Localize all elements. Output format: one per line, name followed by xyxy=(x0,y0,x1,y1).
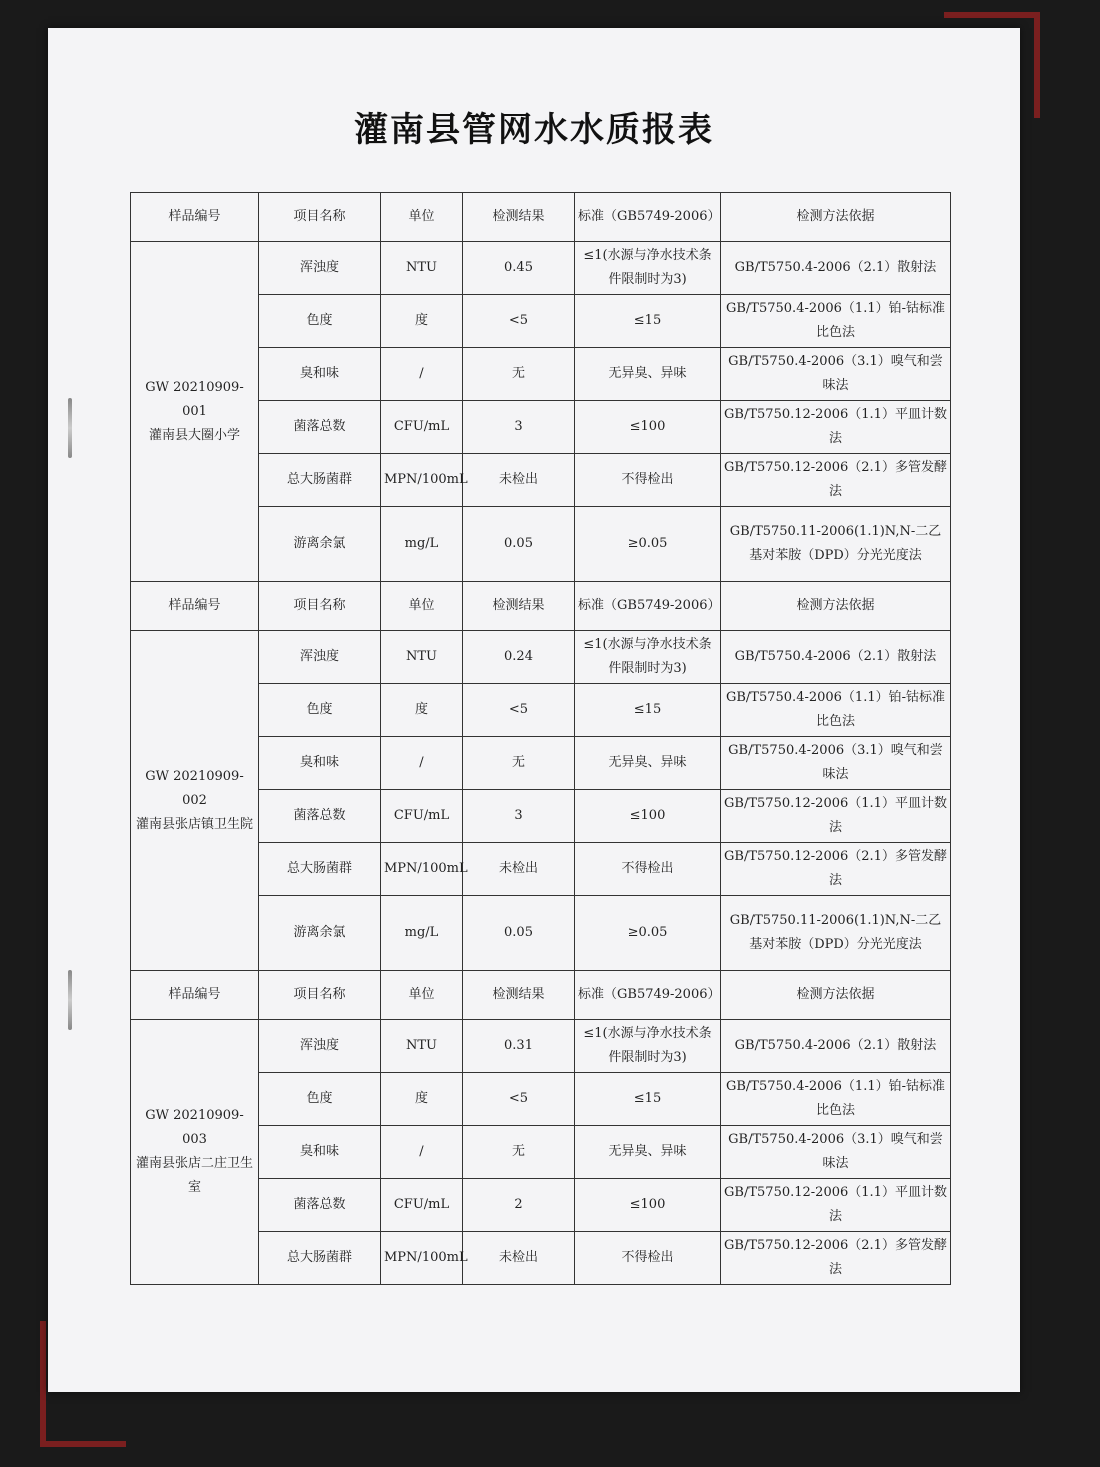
standard-cell: ≤15 xyxy=(575,684,721,737)
method-cell: GB/T5750.4-2006（3.1）嗅气和尝味法 xyxy=(721,737,951,790)
method-cell: GB/T5750.4-2006（1.1）铂-钴标准比色法 xyxy=(721,684,951,737)
unit-cell: mg/L xyxy=(381,507,463,582)
staple xyxy=(68,398,72,458)
table-row xyxy=(131,631,951,684)
method-cell: GB/T5750.12-2006（2.1）多管发酵法 xyxy=(721,454,951,507)
sample-id-cell xyxy=(131,242,259,582)
standard-cell: ≤1(水源与净水技术条件限制时为3) xyxy=(575,242,721,295)
method-cell: GB/T5750.12-2006（2.1）多管发酵法 xyxy=(721,1232,951,1285)
unit-cell: 度 xyxy=(381,295,463,348)
item-name-cell: 浑浊度 xyxy=(259,631,381,684)
method-cell: GB/T5750.4-2006（1.1）铂-钴标准比色法 xyxy=(721,295,951,348)
sample-id-cell xyxy=(131,631,259,971)
unit-cell: NTU xyxy=(381,631,463,684)
column-header: 标准（GB5749-2006） xyxy=(575,582,721,631)
method-cell: GB/T5750.4-2006（2.1）散射法 xyxy=(721,242,951,295)
standard-cell: 不得检出 xyxy=(575,1232,721,1285)
column-header: 样品编号 xyxy=(131,582,259,631)
item-name-cell: 色度 xyxy=(259,295,381,348)
standard-cell: ≤100 xyxy=(575,790,721,843)
unit-cell: MPN/100mL xyxy=(381,843,463,896)
standard-cell: ≥0.05 xyxy=(575,507,721,582)
item-name-cell: 色度 xyxy=(259,1073,381,1126)
unit-cell: MPN/100mL xyxy=(381,454,463,507)
column-header: 检测方法依据 xyxy=(721,582,951,631)
paper-sheet xyxy=(48,28,1020,1392)
item-name-cell: 总大肠菌群 xyxy=(259,843,381,896)
sample-id: GW 20210909-002 xyxy=(145,768,244,808)
item-name-cell: 浑浊度 xyxy=(259,1020,381,1073)
method-cell: GB/T5750.4-2006（2.1）散射法 xyxy=(721,1020,951,1073)
standard-cell: ≤100 xyxy=(575,1179,721,1232)
unit-cell: mg/L xyxy=(381,896,463,971)
standard-cell: 不得检出 xyxy=(575,843,721,896)
unit-cell: CFU/mL xyxy=(381,1179,463,1232)
item-name-cell: 总大肠菌群 xyxy=(259,1232,381,1285)
method-cell: GB/T5750.11-2006(1.1)N,N-二乙基对苯胺（DPD）分光光度法 xyxy=(721,896,951,971)
result-cell: <5 xyxy=(463,684,575,737)
column-header: 检测结果 xyxy=(463,193,575,242)
item-name-cell: 游离余氯 xyxy=(259,507,381,582)
column-header: 样品编号 xyxy=(131,971,259,1020)
unit-cell: 度 xyxy=(381,1073,463,1126)
sample-location: 灌南县大圈小学 xyxy=(148,427,240,443)
sample-location: 灌南县张店二庄卫生室 xyxy=(135,1156,253,1195)
standard-cell: 无异臭、异味 xyxy=(575,737,721,790)
unit-cell: NTU xyxy=(381,1020,463,1073)
standard-cell: 不得检出 xyxy=(575,454,721,507)
item-name-cell: 臭和味 xyxy=(259,1126,381,1179)
method-cell: GB/T5750.12-2006（2.1）多管发酵法 xyxy=(721,843,951,896)
result-cell: 0.05 xyxy=(463,896,575,971)
unit-cell: 度 xyxy=(381,684,463,737)
item-name-cell: 总大肠菌群 xyxy=(259,454,381,507)
result-cell: 无 xyxy=(463,348,575,401)
sample-id-cell xyxy=(131,1020,259,1285)
unit-cell: / xyxy=(381,348,463,401)
method-cell: GB/T5750.4-2006（2.1）散射法 xyxy=(721,631,951,684)
column-header: 单位 xyxy=(381,582,463,631)
unit-cell: / xyxy=(381,737,463,790)
method-cell: GB/T5750.12-2006（1.1）平皿计数法 xyxy=(721,790,951,843)
item-name-cell: 菌落总数 xyxy=(259,1179,381,1232)
method-cell: GB/T5750.4-2006（3.1）嗅气和尝味法 xyxy=(721,348,951,401)
standard-cell: ≤1(水源与净水技术条件限制时为3) xyxy=(575,1020,721,1073)
column-header: 样品编号 xyxy=(131,193,259,242)
table-header-row xyxy=(131,971,951,1020)
unit-cell: MPN/100mL xyxy=(381,1232,463,1285)
column-header: 标准（GB5749-2006） xyxy=(575,971,721,1020)
table-row xyxy=(131,242,951,295)
result-cell: 0.05 xyxy=(463,507,575,582)
column-header: 项目名称 xyxy=(259,971,381,1020)
result-cell: 3 xyxy=(463,790,575,843)
standard-cell: 无异臭、异味 xyxy=(575,1126,721,1179)
item-name-cell: 臭和味 xyxy=(259,348,381,401)
table-header-row xyxy=(131,193,951,242)
unit-cell: NTU xyxy=(381,242,463,295)
result-cell: 无 xyxy=(463,737,575,790)
sample-location: 灌南县张店镇卫生院 xyxy=(135,816,253,832)
column-header: 标准（GB5749-2006） xyxy=(575,193,721,242)
result-cell: 0.45 xyxy=(463,242,575,295)
staple xyxy=(68,970,72,1030)
sample-id: GW 20210909-001 xyxy=(145,379,244,419)
result-cell: <5 xyxy=(463,295,575,348)
standard-cell: ≤1(水源与净水技术条件限制时为3) xyxy=(575,631,721,684)
result-cell: 0.31 xyxy=(463,1020,575,1073)
method-cell: GB/T5750.12-2006（1.1）平皿计数法 xyxy=(721,401,951,454)
item-name-cell: 游离余氯 xyxy=(259,896,381,971)
item-name-cell: 臭和味 xyxy=(259,737,381,790)
table-row xyxy=(131,1020,951,1073)
water-quality-table xyxy=(130,192,951,1285)
result-cell: 0.24 xyxy=(463,631,575,684)
result-cell: 2 xyxy=(463,1179,575,1232)
column-header: 检测结果 xyxy=(463,971,575,1020)
standard-cell: 无异臭、异味 xyxy=(575,348,721,401)
item-name-cell: 菌落总数 xyxy=(259,790,381,843)
result-cell: 未检出 xyxy=(463,843,575,896)
method-cell: GB/T5750.12-2006（1.1）平皿计数法 xyxy=(721,1179,951,1232)
method-cell: GB/T5750.4-2006（1.1）铂-钴标准比色法 xyxy=(721,1073,951,1126)
result-cell: 无 xyxy=(463,1126,575,1179)
column-header: 单位 xyxy=(381,193,463,242)
column-header: 检测方法依据 xyxy=(721,971,951,1020)
column-header: 单位 xyxy=(381,971,463,1020)
item-name-cell: 浑浊度 xyxy=(259,242,381,295)
table-header-row xyxy=(131,582,951,631)
result-cell: 3 xyxy=(463,401,575,454)
result-cell: <5 xyxy=(463,1073,575,1126)
standard-cell: ≤15 xyxy=(575,1073,721,1126)
result-cell: 未检出 xyxy=(463,1232,575,1285)
standard-cell: ≥0.05 xyxy=(575,896,721,971)
item-name-cell: 色度 xyxy=(259,684,381,737)
standard-cell: ≤100 xyxy=(575,401,721,454)
column-header: 检测结果 xyxy=(463,582,575,631)
document-title: 灌南县管网水水质报表 xyxy=(354,110,714,150)
sample-id: GW 20210909-003 xyxy=(145,1108,244,1147)
column-header: 项目名称 xyxy=(259,582,381,631)
standard-cell: ≤15 xyxy=(575,295,721,348)
method-cell: GB/T5750.11-2006(1.1)N,N-二乙基对苯胺（DPD）分光光度法 xyxy=(721,507,951,582)
result-cell: 未检出 xyxy=(463,454,575,507)
column-header: 检测方法依据 xyxy=(721,193,951,242)
method-cell: GB/T5750.4-2006（3.1）嗅气和尝味法 xyxy=(721,1126,951,1179)
unit-cell: CFU/mL xyxy=(381,401,463,454)
unit-cell: CFU/mL xyxy=(381,790,463,843)
unit-cell: / xyxy=(381,1126,463,1179)
column-header: 项目名称 xyxy=(259,193,381,242)
item-name-cell: 菌落总数 xyxy=(259,401,381,454)
